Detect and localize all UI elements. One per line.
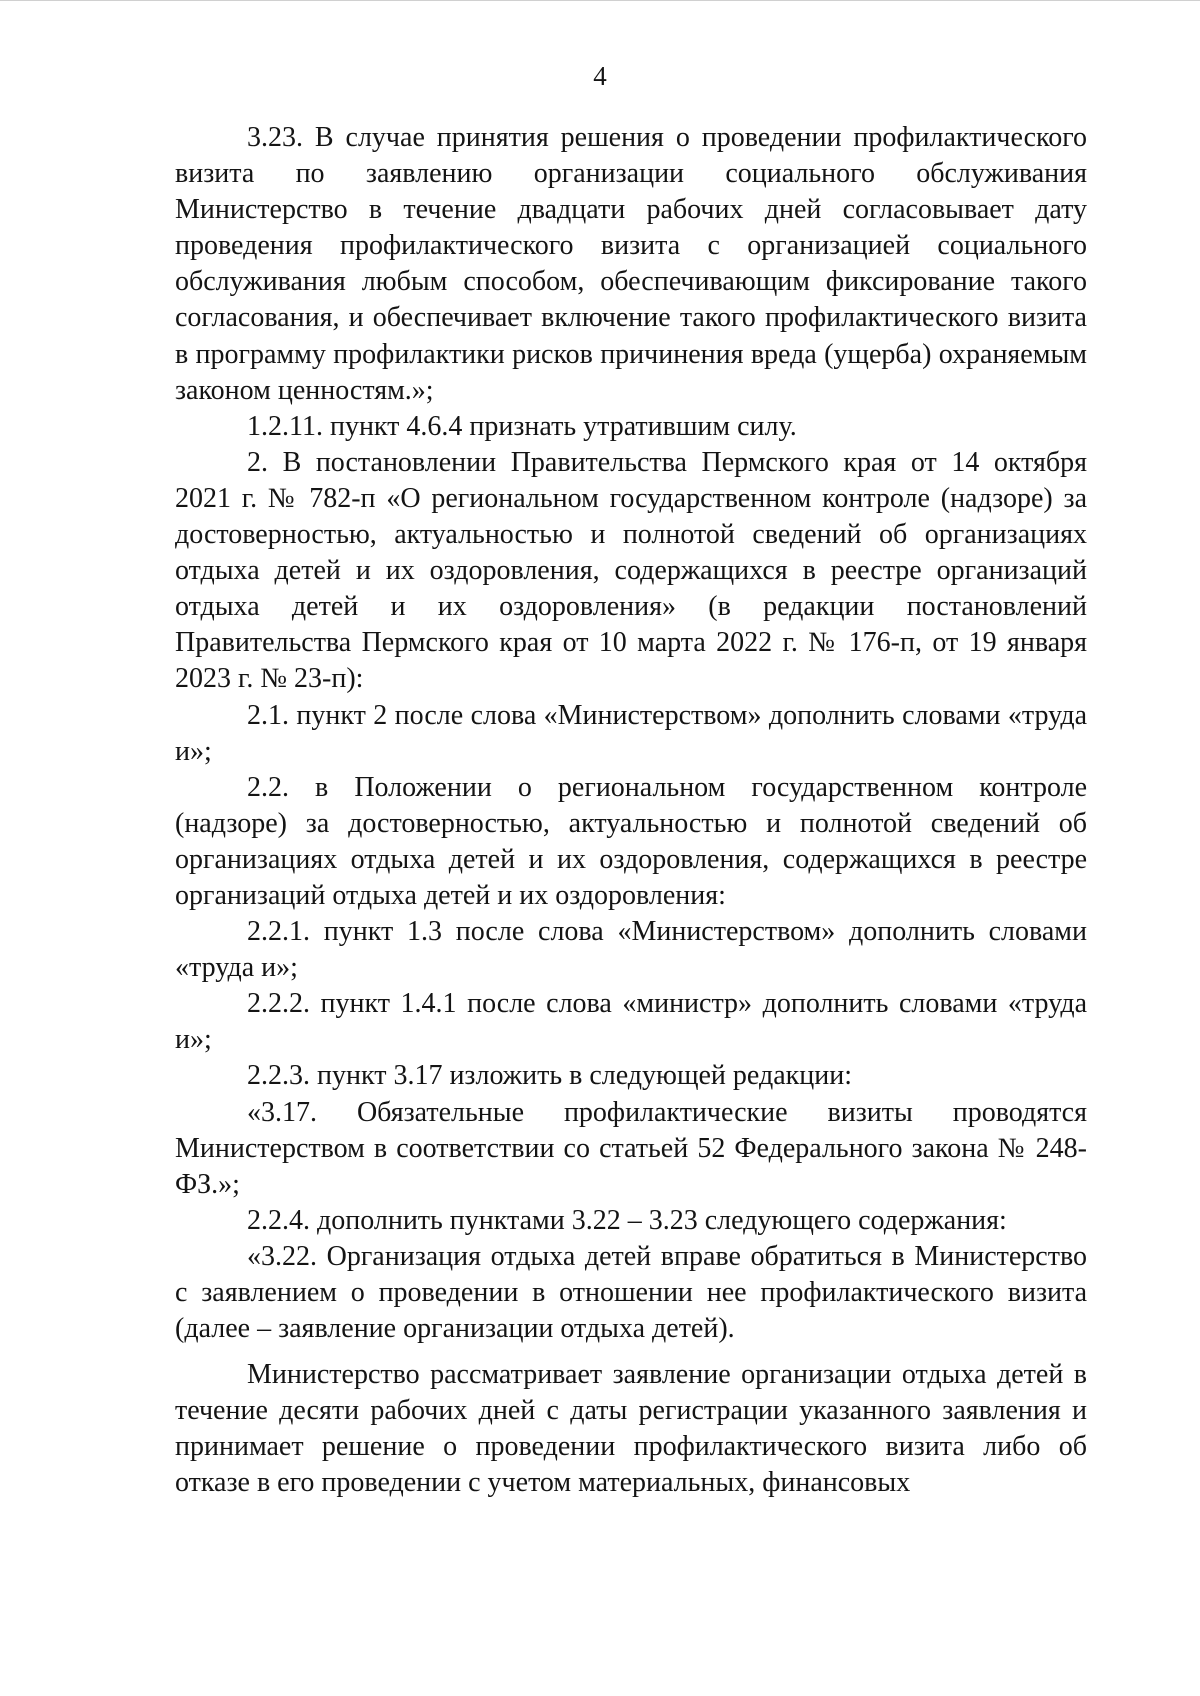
- paragraph-2-2: 2.2. в Положении о региональном государственном контроле (надзоре) за достоверностью, актуальностью и полнотой сведений об организациях отдыха детей и их оздоровления, содержащихся в реестре организаций отдыха детей и их оздоровления:: [175, 771, 1087, 911]
- paragraph-2-2-3: 2.2.3. пункт 3.17 изложить в следующей редакции:: [247, 1060, 852, 1092]
- paragraph-3-17-quote: «3.17. Обязательные профилактические визиты проводятся Министерством в соответствии со статьей 52 Федерального закона № 248-ФЗ.»;: [175, 1096, 1087, 1200]
- paragraph-ministry-review: Министерство рассматривает заявление организации отдыха детей в течение десяти рабочих дней с даты регистрации указанного заявления и принимает решение о проведении профилактического визита либо об отказе в его проведении с учетом материальных, финансовых: [175, 1359, 1087, 1499]
- paragraph-1-2-11: 1.2.11. пункт 4.6.4 признать утратившим силу.: [247, 410, 797, 442]
- paragraph-2-1: 2.1. пункт 2 после слова «Министерством» дополнить словами «труда и»;: [175, 699, 1087, 767]
- page-number: 4: [593, 61, 607, 91]
- scan-edge-line: [0, 0, 1200, 1]
- paragraph-2-2-1: 2.2.1. пункт 1.3 после слова «Министерством» дополнить словами «труда и»;: [175, 916, 1087, 984]
- paragraph-2: 2. В постановлении Правительства Пермского края от 14 октября 2021 г. № 782-п «О региональном государственном контроле (надзоре) за достоверностью, актуальностью и полнотой сведений об организациях отдыха детей и их оздоровления, содержащихся в реестре организаций отдыха детей и их оздоровления» (в редакции постановлений Правительства Пермского края от 10 марта 2022 г. № 176-п, от 19 января 2023 г. № 23-п):: [175, 446, 1087, 695]
- paragraph-3-23-continuation: 3.23. В случае принятия решения о проведении профилактического визита по заявлению организации социального обслуживания Министерство в течение двадцати рабочих дней согласовывает дату проведения профилактического визита с организацией социального обслуживания любым способом, обеспечивающим фиксирование такого согласования, и обеспечивает включение такого профилактического визита в программу профилактики рисков причинения вреда (ущерба) охраняемым законом ценностям.»;: [175, 122, 1087, 406]
- paragraph-2-2-2: 2.2.2. пункт 1.4.1 после слова «министр» дополнить словами «труда и»;: [175, 988, 1087, 1056]
- paragraph-2-2-4: 2.2.4. дополнить пунктами 3.22 – 3.23 следующего содержания:: [247, 1204, 1007, 1236]
- paragraph-3-22-quote: «3.22. Организация отдыха детей вправе обратиться в Министерство с заявлением о проведении в отношении нее профилактического визита (далее – заявление организации отдыха детей).: [175, 1240, 1087, 1345]
- document-body: [175, 120, 1087, 1502]
